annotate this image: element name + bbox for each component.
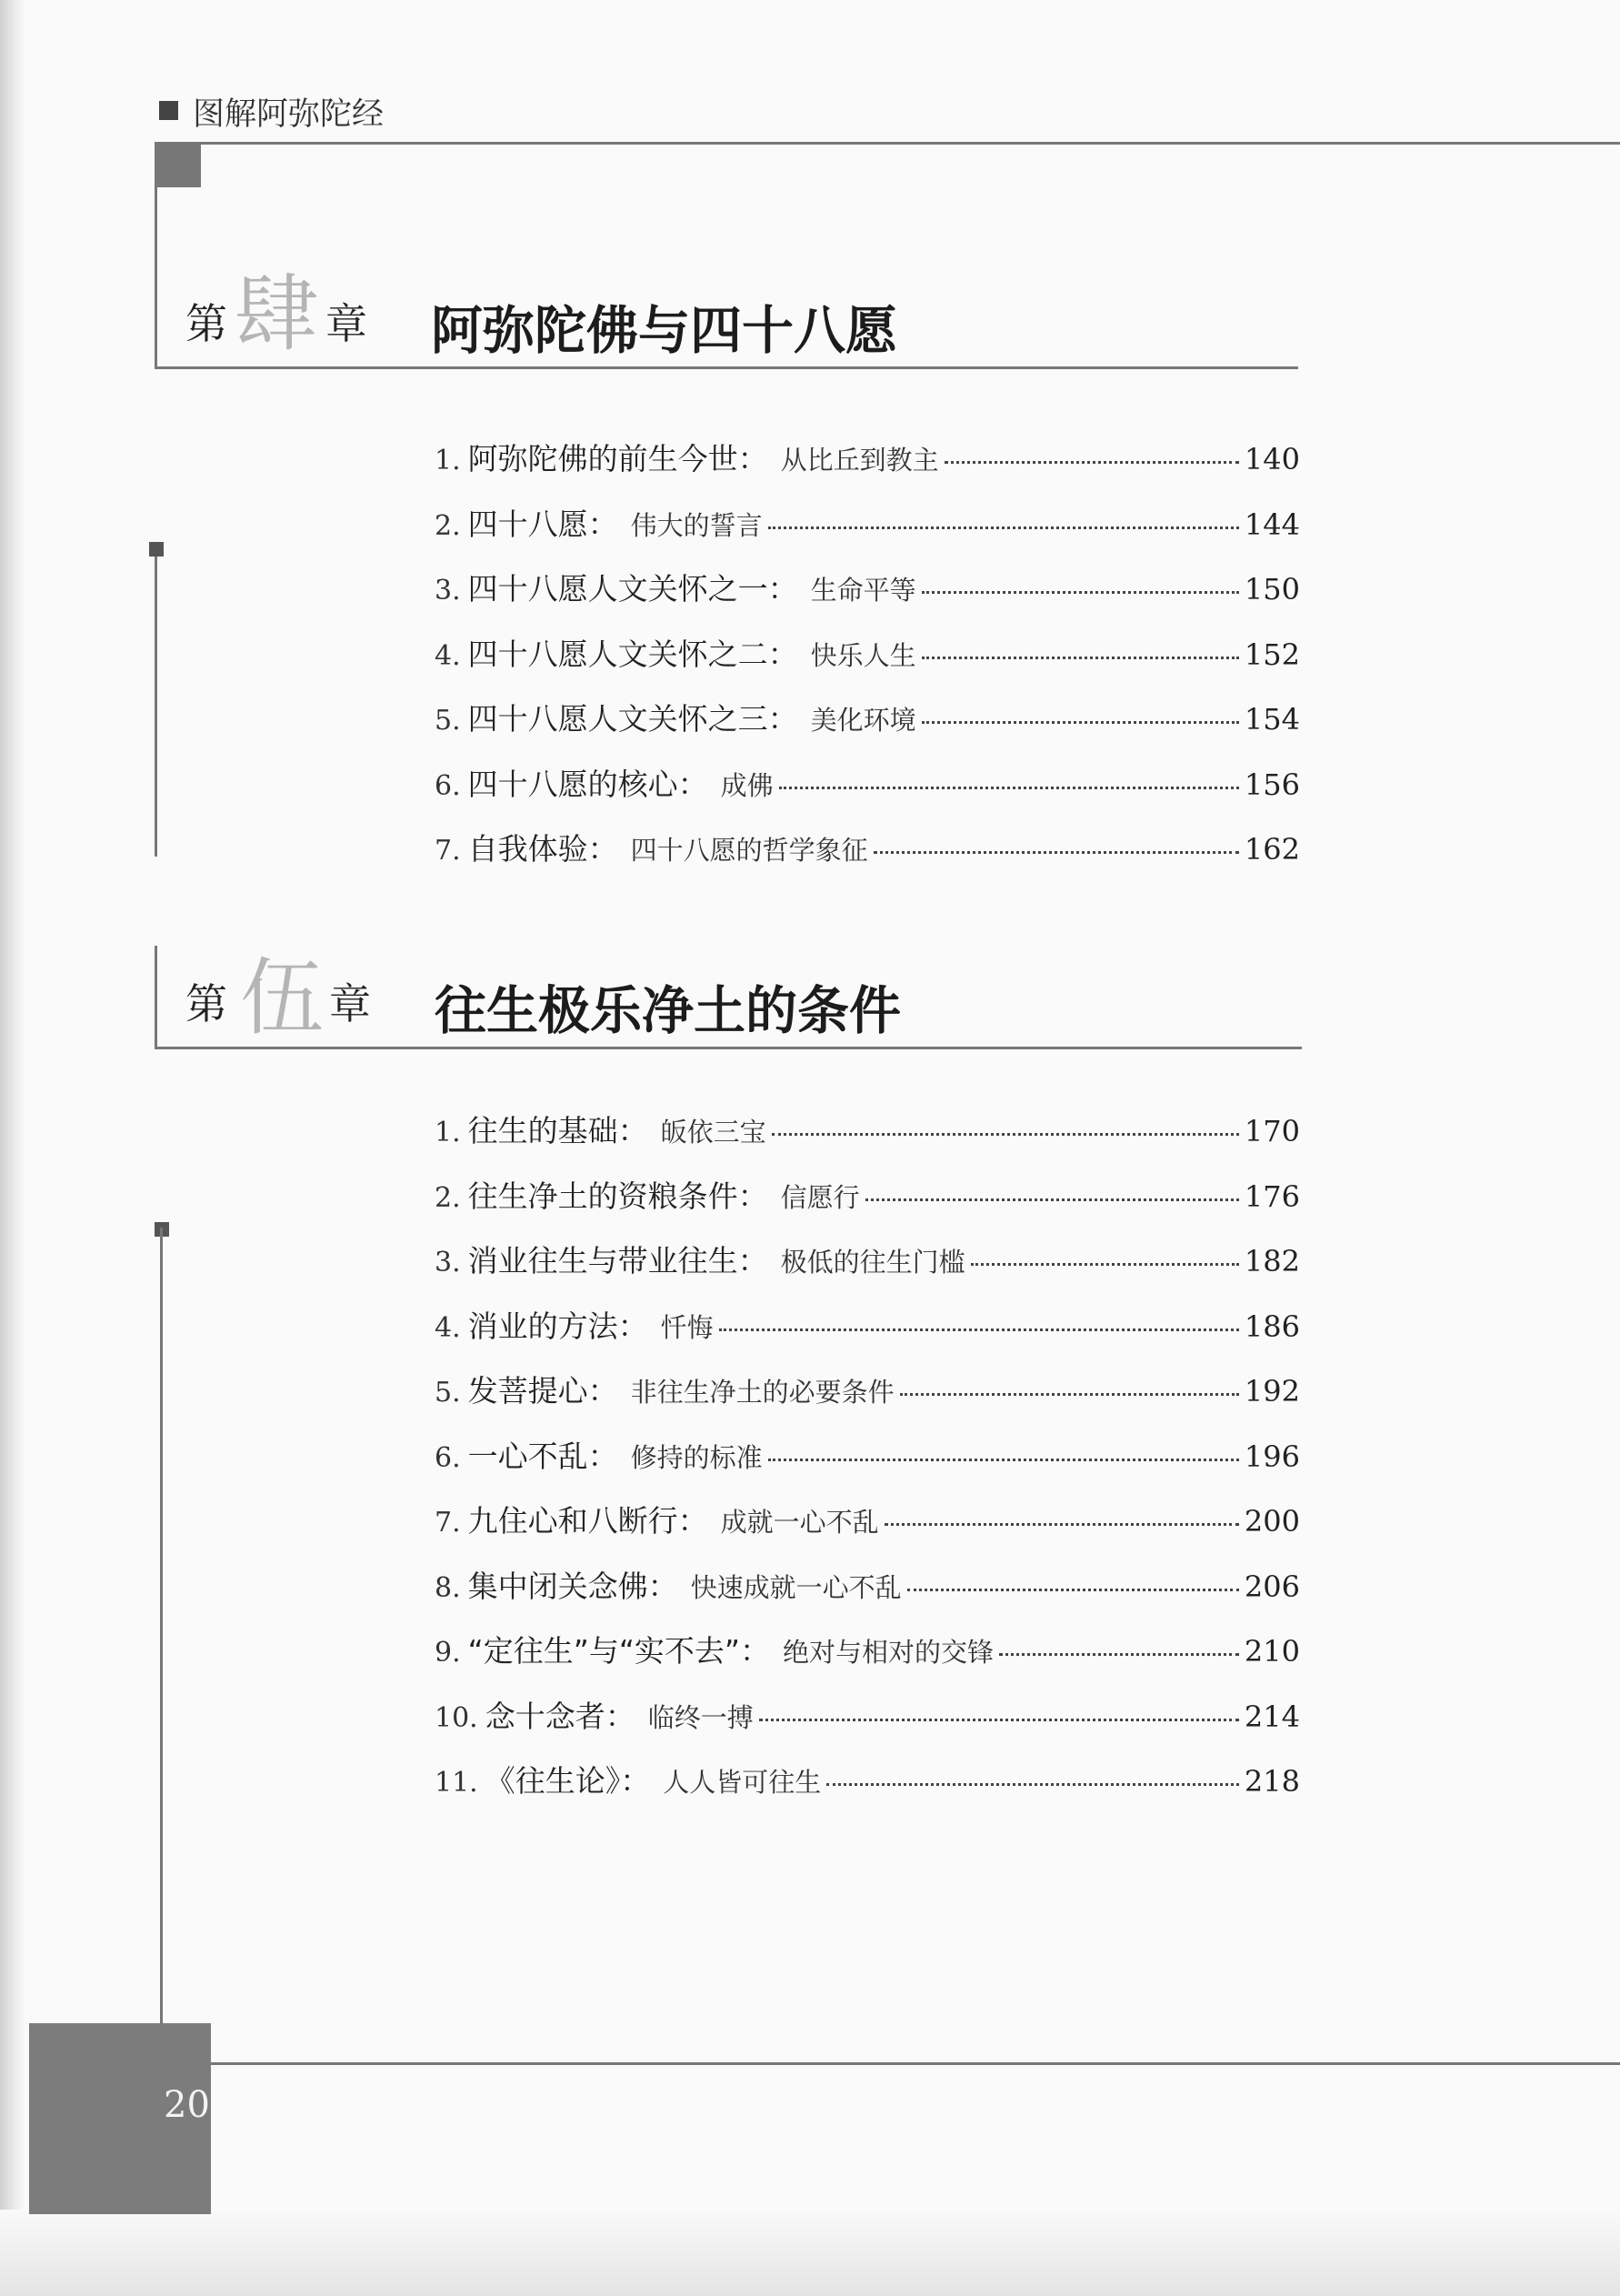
leader-dots bbox=[900, 1393, 1239, 1396]
leader-dots bbox=[885, 1523, 1239, 1526]
chapter-4-title: 阿弥陀佛与四十八愿 bbox=[431, 301, 897, 361]
chapter-4-frame-left bbox=[155, 186, 157, 368]
leader-dots bbox=[768, 1459, 1239, 1461]
leader-dots bbox=[826, 1783, 1239, 1786]
leader-dots bbox=[922, 591, 1239, 594]
chapter-5-label-suffix: 章 bbox=[329, 979, 371, 1028]
toc-entry[interactable]: 7. 自我体验： 四十八愿的哲学象征 162 bbox=[435, 831, 1300, 867]
chapter-5-title: 往生极乐净土的条件 bbox=[435, 981, 901, 1041]
leader-dots bbox=[922, 721, 1239, 724]
leader-dots bbox=[759, 1719, 1239, 1721]
page-bottom-shadow bbox=[0, 2210, 1620, 2296]
header-rule bbox=[155, 142, 1620, 145]
toc-entry[interactable]: 3. 消业往生与带业往生： 极低的往生门槛 182 bbox=[435, 1243, 1300, 1278]
leader-dots bbox=[719, 1328, 1239, 1331]
toc-entry[interactable]: 5. 发菩提心： 非往生净土的必要条件 192 bbox=[435, 1373, 1300, 1409]
chapter-4-frame-bottom bbox=[155, 366, 1298, 369]
toc-entry[interactable]: 1. 阿弥陀佛的前生今世： 从比丘到教主 140 bbox=[435, 441, 1300, 476]
header-corner-block bbox=[155, 145, 201, 187]
running-header-title: 图解阿弥陀经 bbox=[193, 96, 385, 133]
toc-entry[interactable]: 6. 四十八愿的核心： 成佛 156 bbox=[435, 766, 1300, 802]
toc-entry[interactable]: 3. 四十八愿人文关怀之一： 生命平等 150 bbox=[435, 571, 1300, 607]
toc-entry[interactable]: 8. 集中闭关念佛： 快速成就一心不乱 206 bbox=[435, 1568, 1300, 1604]
toc-entry[interactable]: 10. 念十念者： 临终一搏 214 bbox=[435, 1698, 1300, 1734]
chapter-5-frame-bottom bbox=[155, 1047, 1302, 1049]
toc-entry[interactable]: 4. 消业的方法： 忏悔 186 bbox=[435, 1308, 1300, 1344]
chapter-4-toc bbox=[435, 436, 1300, 891]
chapter-4-numeral: 肆 bbox=[235, 266, 319, 363]
chapter-5-label-prefix: 第 bbox=[185, 979, 227, 1028]
chapter-5-toc bbox=[435, 1108, 1300, 1823]
page-number: 20 bbox=[164, 2084, 210, 2126]
toc-bullet-square-icon bbox=[149, 542, 164, 556]
leader-dots bbox=[971, 1263, 1239, 1266]
leader-dots bbox=[907, 1589, 1239, 1591]
chapter-4-label-prefix: 第 bbox=[185, 299, 227, 348]
leader-dots bbox=[772, 1133, 1239, 1136]
leader-dots bbox=[874, 851, 1239, 854]
toc-entry[interactable]: 1. 往生的基础： 皈依三宝 170 bbox=[435, 1113, 1300, 1148]
chapter-5-numeral: 伍 bbox=[240, 949, 325, 1047]
page-edge-shadow bbox=[0, 0, 25, 2296]
chapter-4-label-suffix: 章 bbox=[325, 299, 367, 348]
leader-dots bbox=[779, 787, 1239, 789]
toc-entry[interactable]: 9. “定往生”与“实不去”： 绝对与相对的交锋 210 bbox=[435, 1633, 1300, 1669]
toc-entry[interactable]: 5. 四十八愿人文关怀之三： 美化环境 154 bbox=[435, 701, 1300, 737]
leader-dots bbox=[945, 461, 1239, 464]
toc-entry[interactable]: 11. 《往生论》： 人人皆可往生 218 bbox=[435, 1763, 1300, 1799]
toc-entry[interactable]: 6. 一心不乱： 修持的标准 196 bbox=[435, 1438, 1300, 1474]
toc-entry[interactable]: 7. 九住心和八断行： 成就一心不乱 200 bbox=[435, 1503, 1300, 1539]
leader-dots bbox=[999, 1653, 1239, 1656]
footer-rule bbox=[211, 2062, 1620, 2065]
leader-dots bbox=[922, 657, 1239, 659]
toc-entry[interactable]: 2. 四十八愿： 伟大的誓言 144 bbox=[435, 506, 1300, 542]
leader-dots bbox=[865, 1198, 1239, 1201]
toc-4-side-line bbox=[155, 556, 157, 857]
toc-5-side-line bbox=[160, 1228, 163, 2030]
chapter-5-frame-left bbox=[155, 946, 157, 1049]
header-square-icon bbox=[159, 101, 178, 120]
toc-entry[interactable]: 2. 往生净土的资粮条件： 信愿行 176 bbox=[435, 1178, 1300, 1214]
toc-entry[interactable]: 4. 四十八愿人文关怀之二： 快乐人生 152 bbox=[435, 636, 1300, 672]
leader-dots bbox=[768, 526, 1239, 529]
